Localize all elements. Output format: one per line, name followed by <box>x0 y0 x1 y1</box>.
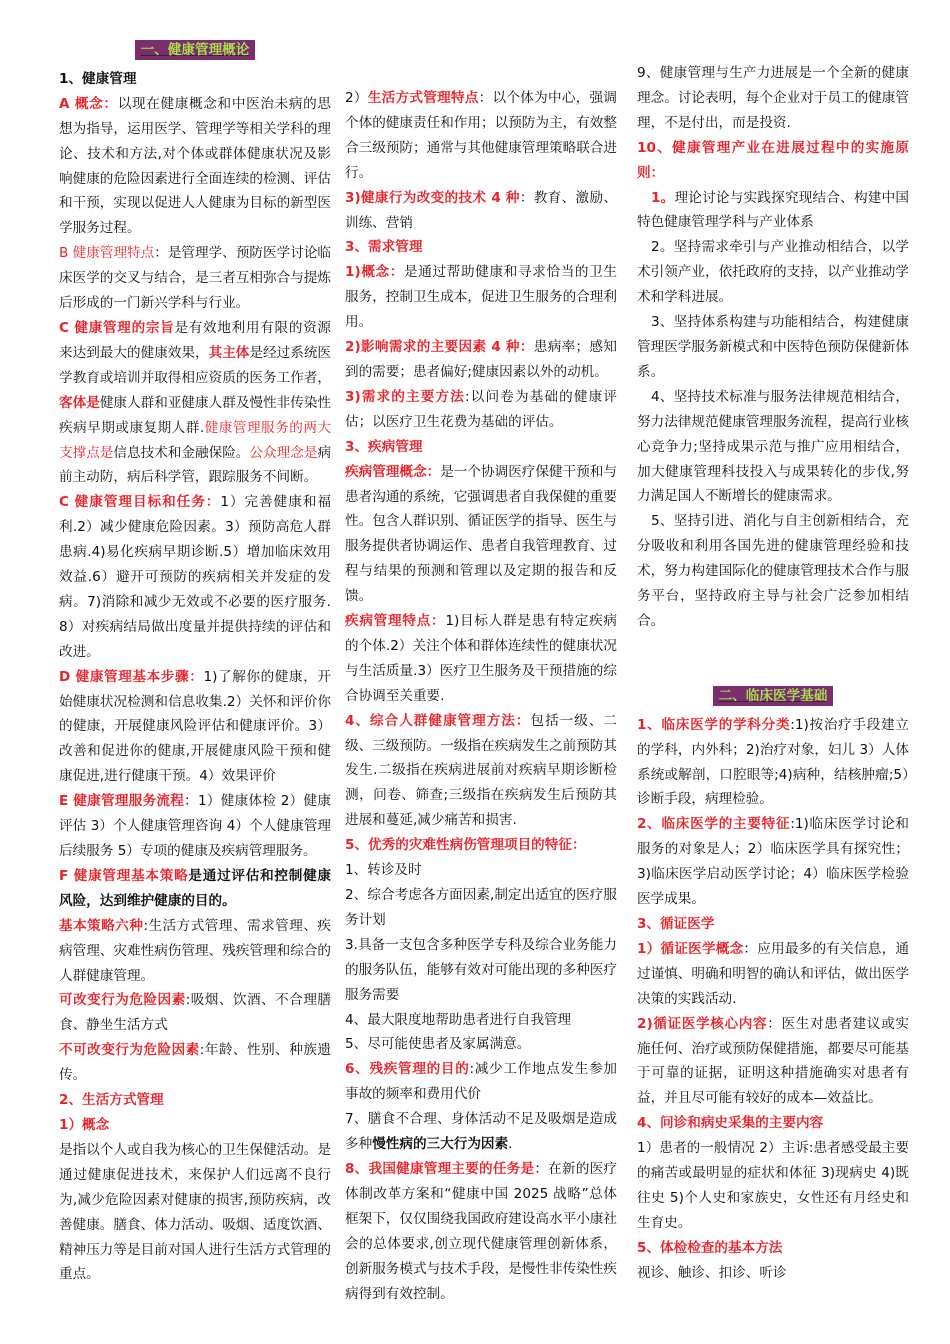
section-heading-2 <box>637 684 909 709</box>
principle-item: 5、坚持引进、消化与自主创新相结合，充分吸收和利用各国先进的健康管理经验和技术，努力构建国际化的健康管理技术合作与服务平台，坚持政府主导与社会广泛参加相结合。 <box>637 513 909 629</box>
subheading: 5、优秀的灾难性病伤管理项目的特征： <box>345 837 586 854</box>
subheading: 2、生活方式管理 <box>59 1092 164 1109</box>
principle-item: 4、坚持技术标准与服务法律规范相结合，努力法律规范健康管理服务流程，提高行业核心竞争力;坚持成果示范与推广应用相结合，加大健康管理科技投入与成果转化的步伐,努力满足国人不断增长的健康需求。 <box>637 388 909 505</box>
section-title: 一、健康管理概论 <box>135 40 256 60</box>
subheading: 4、问诊和病史采集的主要内容 <box>637 1115 824 1132</box>
paragraph-features: B 健康管理特点：是管理学、预防医学讨论临床医学的交叉与结合，是三者互相弥合与提炼后形成的一门新兴学科与行业。 <box>59 245 331 312</box>
section-title: 二、临床医学基础 <box>713 686 834 706</box>
list-item: 5、尽可能使患者及家属满意。 <box>345 1036 531 1053</box>
paragraph-clinical-features: 2、临床医学的主要特征:1)临床医学讨论和服务的对象是人；2）临床医学具有探究性；3)临床医学启动医学讨论；4）临床医学检验医学成果。 <box>637 816 909 908</box>
paragraph-national-tasks: 8、我国健康管理主要的任务是：在新的医疗体制改革方案和“健康中国 2025 战略”总体框架下，仅仅围绕我国政府建设高水平小康社会的总体要求,创立现代健康管理创新体系，创新服务模式与技术手段，是慢性非传染性疾病得到有效控制。 <box>345 1160 617 1302</box>
paragraph-disease-features: 疾病管理特点：1)目标人群是患有特定疾病的个体.2）关注个体和群体连续性的健康状况与生活质量.3）医疗卫生服务及干预措施的综合协调至关重要. <box>345 613 618 704</box>
paragraph-history-taking: 1）患者的一般情况 2）主诉:患者感受最主要的痛苦或最明显的症状和体征 3)现病史 4)既往史 5)个人史和家族史，女性还有月经史和生育史。 <box>637 1140 909 1231</box>
section-heading-1 <box>59 38 331 63</box>
list-item: 3.具备一支包含多种医学专科及综合业务能力的服务队伍，能够有效对可能出现的多种医疗服务需要 <box>345 936 617 1003</box>
paragraph-lifestyle-concept: 是指以个人或自我为核心的卫生保健活动。是通过健康促进技术，来保护人们远离不良行为,减少危险因素对健康的损害,预防疾病，改善健康。膳食、体力活动、吸烟、适度饮酒、精神压力等是目前对国人进行生活方式管理的重点。 <box>59 1141 331 1283</box>
column-right <box>637 36 909 1286</box>
paragraph-strategy: F 健康管理基本策略是通过评估和控制健康风险，达到维护健康的目的。 <box>59 867 331 909</box>
subheading: 1、健康管理 <box>59 70 137 87</box>
paragraph-behavior-tech: 3)健康行为改变的技术 4 种：教育、激励、训练、营销 <box>345 189 617 231</box>
paragraph-concept: A 概念：以现在健康概念和中医治未病的思想为指导，运用医学、管理学等相关学科的理论、技术和方法,对个体或群体健康状况及影响健康的危险因素进行全面连续的检测、评估和干预，实现以促进人人健康为目标的新型医学服务过程。 <box>59 95 331 237</box>
principle-item: 1。理论讨论与实践探究现结合、构建中国特色健康管理学科与产业体系 <box>637 189 909 231</box>
paragraph-clinical-classification: 1、临床医学的学科分类:1)按治疗手段建立的学科，内外科；2)治疗对象，妇儿 3）人体系统或解剖，口腔眼等;4)病种，结核肿瘤;5）诊断手段，病理检验。 <box>637 716 909 808</box>
principle-item: 3、坚持体系构建与功能相结合，构建健康管理医学服务新模式和中医特色预防保健新体系。 <box>637 314 909 380</box>
paragraph-disability: 6、残疾管理的目的:减少工作地点发生参加事故的频率和费用代价 <box>345 1061 617 1103</box>
paragraph-changeable-risk: 可改变行为危险因素:吸烟、饮酒、不合理膳食、静坐生活方式 <box>59 992 331 1034</box>
paragraph-demand-factors: 2)影响需求的主要因素 4 种：患病率；感知到的需要；患者偏好;健康因素以外的动机。 <box>345 339 617 380</box>
subheading: 3、疾病管理 <box>345 438 423 455</box>
paragraph-goals: C 健康管理目标和任务：1）完善健康和福利.2）减少健康危险因素。3）预防高危人群患病.4)易化疾病早期诊断.5）增加临床效用效益.6）避开可预防的疾病相关并发症的发病。7)消除和减少无效或不必要的医疗服务.8）对疾病结局做出度量并提供持续的评估和改进。 <box>59 494 331 660</box>
paragraph-flow: E 健康管理服务流程：1）健康体检 2）健康评估 3）个人健康管理咨询 4）个人健康管理后续服务 5）专项的健康及疾病管理服务。 <box>59 793 331 859</box>
paragraph-three-factors: 7、膳食不合理、身体活动不足及吸烟是造成多种慢性病的三大行为因素. <box>345 1111 617 1153</box>
paragraph-demand-methods: 3)需求的主要方法:以问卷为基础的健康评估；以医疗卫生花费为基础的评估。 <box>345 388 617 430</box>
paragraph-ebm-core: 2)循证医学核心内容：医生对患者建议或实施任何、治疗或预防保健措施，都要尽可能基于可靠的证据，证明这种措施确实对患者有益，并且尽可能有较好的成本—效益比。 <box>637 1015 910 1107</box>
subheading: 1）概念 <box>59 1116 110 1133</box>
principle-item: 2。坚持需求牵引与产业推动相结合，以学术引领产业，依托政府的支持，以产业推动学术和学科进展。 <box>637 239 909 306</box>
subheading: 3、循证医学 <box>637 916 715 932</box>
paragraph-unchangeable-risk: 不可改变行为危险因素:年龄、性别、种族遗传。 <box>59 1042 331 1084</box>
subheading: 3、需求管理 <box>345 239 423 256</box>
list-item: 4、最大限度地帮助患者进行自我管理 <box>345 1011 572 1028</box>
list-item: 1、转诊及时 <box>345 862 422 879</box>
paragraph-productivity: 9、健康管理与生产力进展是一个全新的健康理念。讨论表明，每个企业对于员工的健康管理，不是付出，而是投资. <box>637 65 909 131</box>
subheading: 10、健康管理产业在进展过程中的实施原则： <box>637 139 909 181</box>
paragraph-demand-concept: 1)概念：是通过帮助健康和寻求恰当的卫生服务，控制卫生成本，促进卫生服务的合理利用。 <box>345 264 618 331</box>
paragraph-steps: D 健康管理基本步骤：1)了解你的健康，开始健康状况检测和信息收集.2）关怀和评价你的健康，开展健康风险评估和健康评价。3）改善和促进你的健康,开展健康风险干预和健康促进,进行健康干预。4）效果评价 <box>59 668 331 785</box>
paragraph-disease-concept: 疾病管理概念：是一个协调医疗保健干预和与患者沟通的系统，它强调患者自我保健的重要性。包含人群识别、循证医学的指导、医生与服务提供者协调运作、患者自我管理教育、过程与结果的预测和管理以及定期的报告和反馈。 <box>345 463 617 605</box>
paragraph-population-methods: 4、综合人群健康管理方法：包括一级、二级、三级预防。一级指在疾病发生之前预防其发生.二级指在疾病进展前对疾病早期诊断检测，问卷、筛查;三级指在疾病发生后预防其进展和蔓延,减少痛苦和损害. <box>345 712 618 829</box>
subheading: 5、体检检查的基本方法 <box>637 1239 783 1256</box>
paragraph-exam-methods: 视诊、触诊、扣诊、听诊 <box>637 1264 787 1281</box>
paragraph-six-strategies: 基本策略六种:生活方式管理、需求管理、疾病管理、灾难性病伤管理、残疾管理和综合的人群健康管理。 <box>59 917 331 984</box>
column-middle <box>345 36 617 1306</box>
paragraph-purpose: C 健康管理的宗旨是有效地利用有限的资源来达到最大的健康效果，其主体是经过系统医学教育或培训并取得相应资质的医务工作者，客体是健康人群和亚健康人群及慢性非传染性疾病早期或康复期人群.健康管理服务的两大支撑点是信息技术和金融保险。公众理念是病前主动防，病后科学管，跟踪服务不间断。 <box>59 319 332 486</box>
list-item: 2、综合考虑各方面因素,制定出适宜的医疗服务计划 <box>345 887 617 928</box>
paragraph-lifestyle-features: 2）生活方式管理特点：以个体为中心，强调个体的健康责任和作用；以预防为主，有效整合三级预防；通常与其他健康管理策略联合进行。 <box>345 90 618 181</box>
column-left <box>59 36 331 1287</box>
paragraph-ebm-concept: 1）循证医学概念：应用最多的有关信息，通过谨慎、明确和明智的确认和评估，做出医学决策的实践活动. <box>637 940 909 1007</box>
